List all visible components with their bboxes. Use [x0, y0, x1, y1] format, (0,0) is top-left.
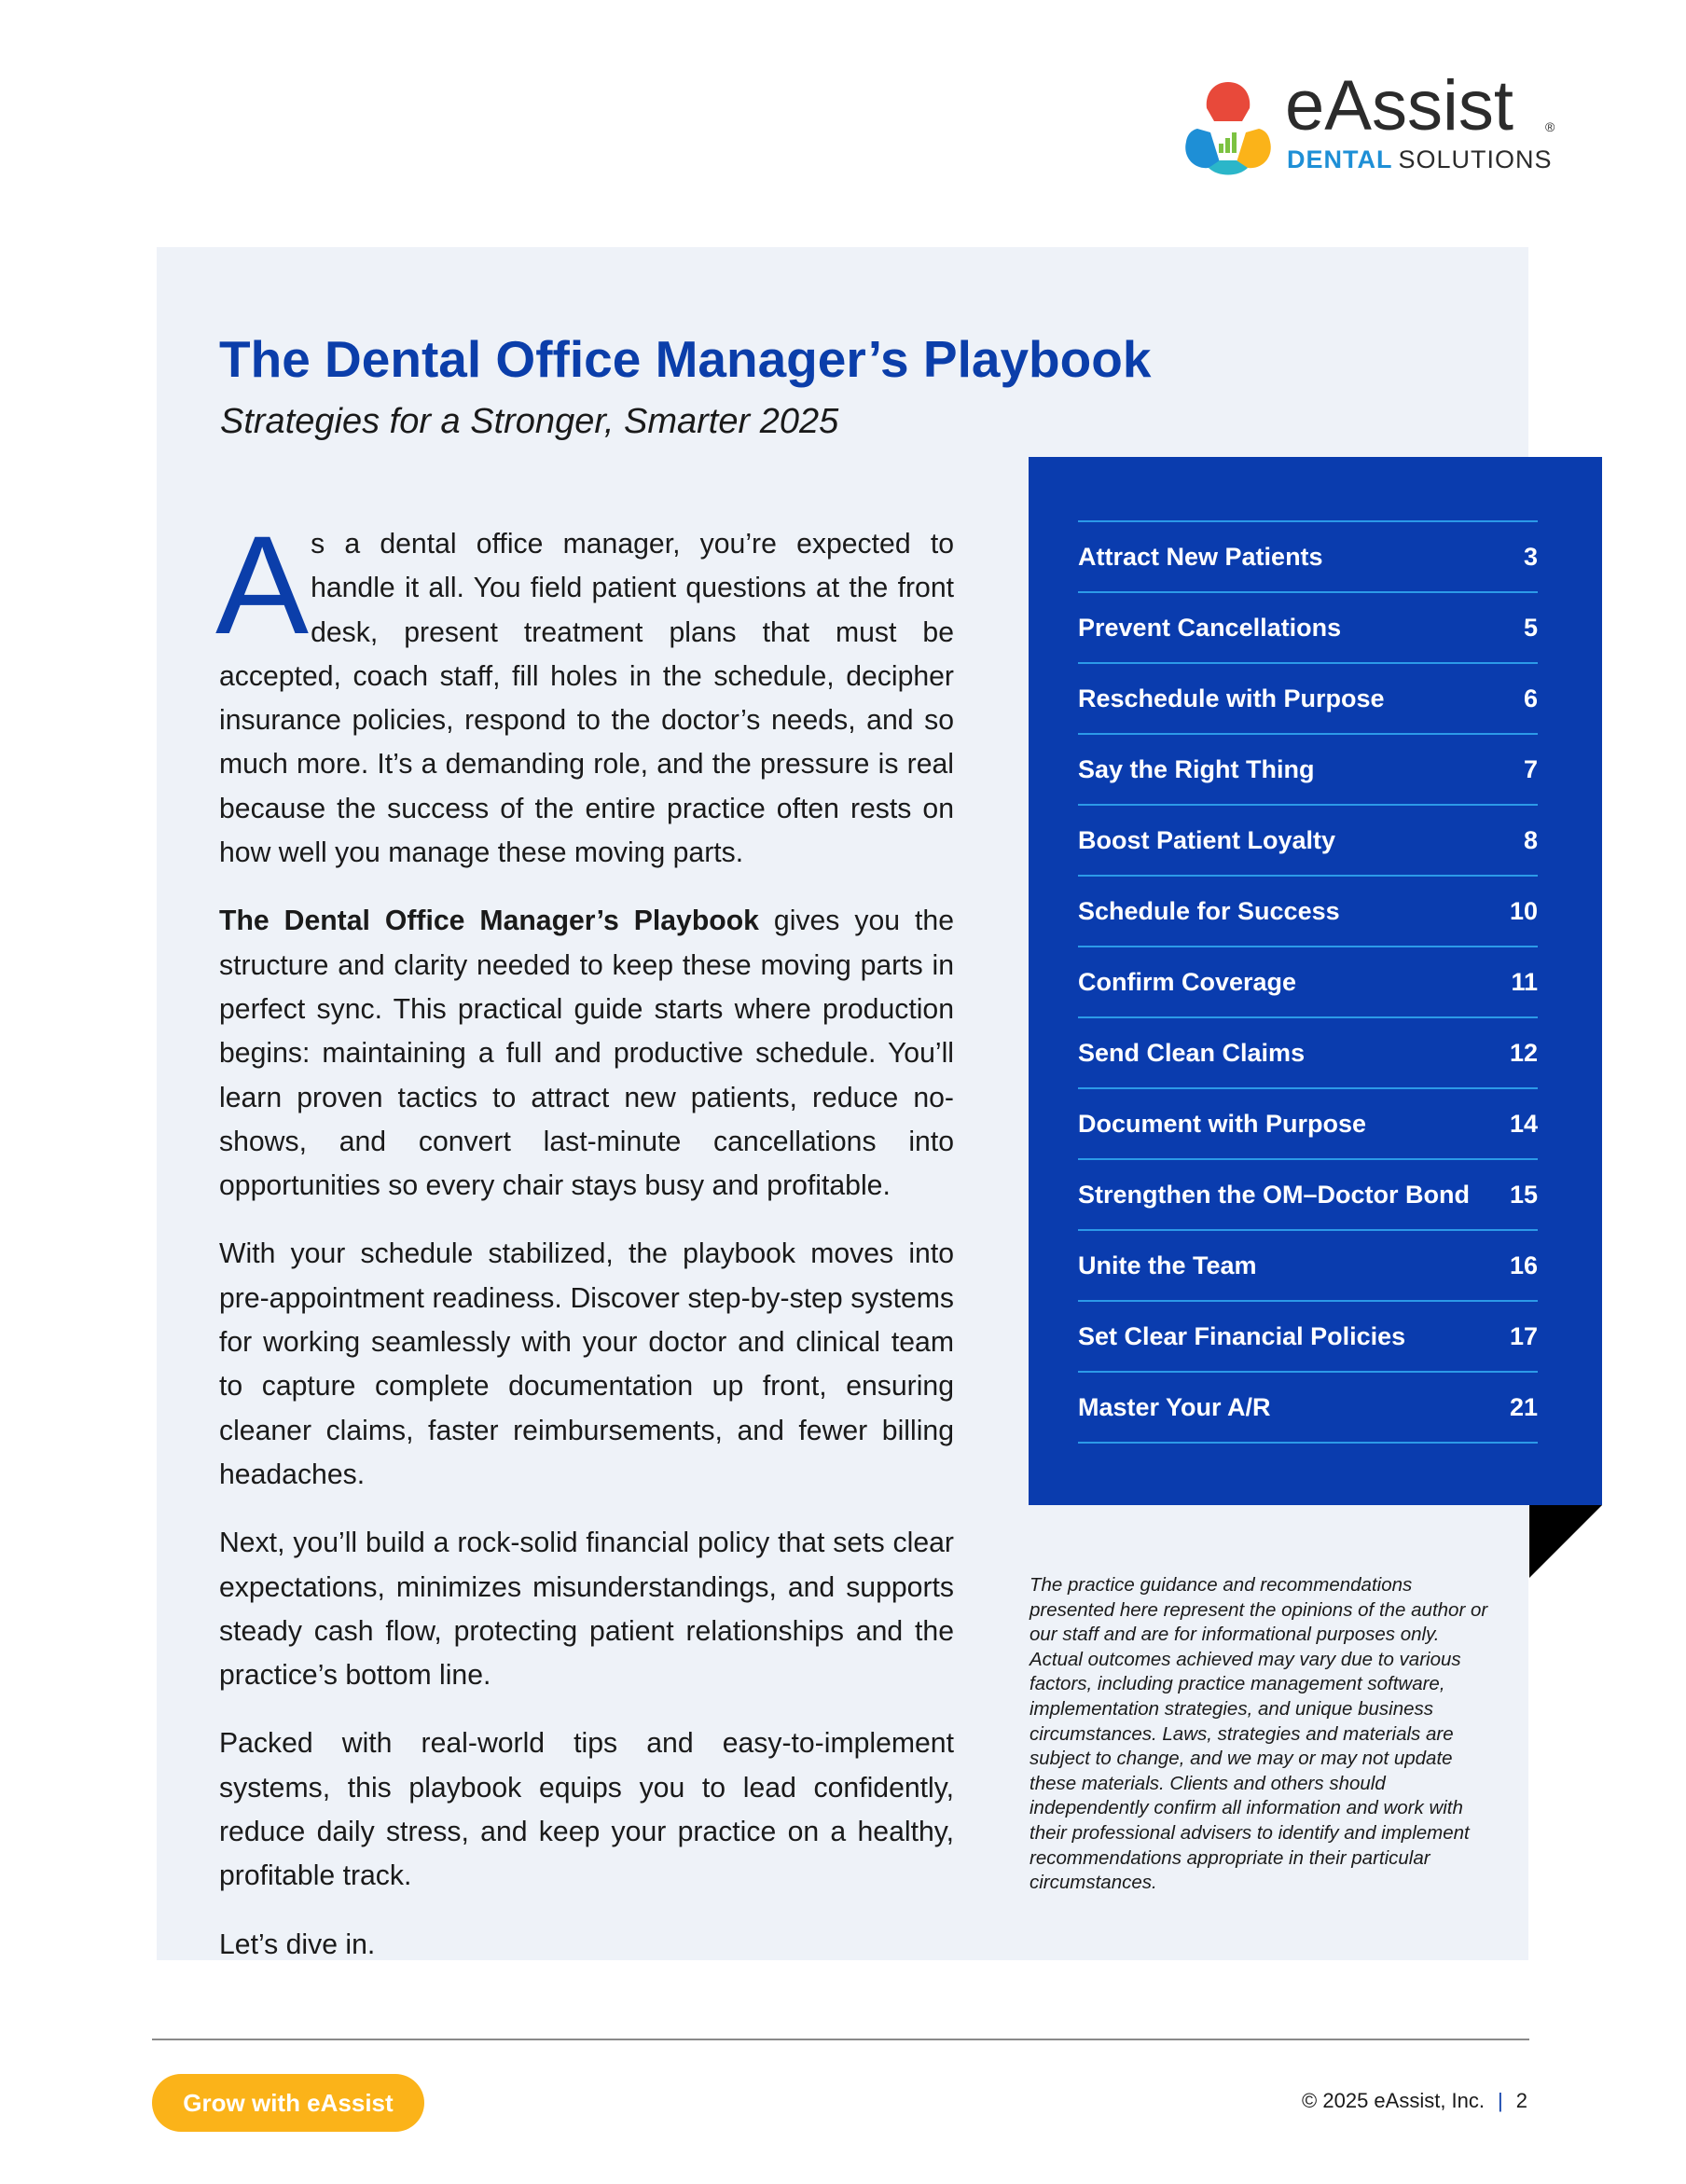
toc-item[interactable] [1078, 1160, 1538, 1231]
intro-paragraph-3: With your schedule stabilized, the playbook moves into pre-appointment readiness. Discover step-by-step systems for working seamlessly with your doctor and clinical team to capture complete documentation up front, ensuring cleaner claims, faster reimbursements, and fewer billing headaches. [219, 1238, 954, 1490]
intro-paragraph-5: Packed with real-world tips and easy-to-implement systems, this playbook equips you to lead confidently, reduce daily stress, and keep your practice on a healthy, profitable track. [219, 1728, 954, 1892]
intro-paragraph-4: Next, you’ll build a rock-solid financial policy that sets clear expectations, minimizes misunderstandings, and supports steady cash flow, protecting patient relationships and the practice’s bottom line. [219, 1527, 954, 1692]
eassist-logo [1177, 66, 1569, 179]
toc-item-page: 15 [1509, 1180, 1538, 1209]
toc-item[interactable] [1078, 664, 1538, 735]
toc-item-page: 21 [1509, 1392, 1538, 1421]
intro-body [215, 506, 954, 1991]
toc-corner-fold-icon [1529, 1505, 1602, 1578]
drop-cap: A [215, 506, 310, 663]
toc-item-label: Attract New Patients [1078, 542, 1323, 571]
disclaimer-text: The practice guidance and recommendations presented here represent the opinions of the author or our staff and are for informational purposes only. Actual outcomes achieved may vary due to various factors, including practice management software, implementation strategies, and unique business circumstances. Laws, strategies and materials are subject to change, and we may or may not update these materials. Clients and others should independently confirm all information and work with their professional advisers to identify and implement recommendations appropriate in their particular circumstances. [1030, 1574, 1488, 1894]
toc-item-label: Send Clean Claims [1078, 1038, 1306, 1067]
toc-item[interactable] [1078, 806, 1538, 877]
toc-item[interactable] [1078, 1231, 1538, 1302]
toc-item[interactable] [1078, 1089, 1538, 1160]
intro-paragraph-6: Let’s dive in. [219, 1928, 376, 1960]
toc-item[interactable] [1078, 947, 1538, 1018]
toc-item-label: Reschedule with Purpose [1078, 684, 1385, 712]
footer-divider [152, 2039, 1529, 2040]
paragraph-2-text: gives you the structure and clarity needed to keep these moving parts in perfect sync. This practical guide starts where production begins: maintaining a full and productive schedule. You’ll learn proven tactics to attract new patients, reduce no-shows, and convert last-minute cancellations into opportunities so every chair stays busy and profitable. [219, 905, 954, 1202]
toc-item-page: 11 [1511, 967, 1538, 996]
page-title: The Dental Office Manager’s Playbook [219, 330, 1152, 388]
logo-sub-dental: DENTAL [1287, 145, 1393, 173]
toc-item-page: 10 [1509, 896, 1538, 925]
toc-item-label: Schedule for Success [1078, 896, 1340, 925]
toc-list [1078, 520, 1538, 1444]
toc-item[interactable] [1078, 522, 1538, 593]
toc-item-page: 17 [1509, 1321, 1538, 1350]
table-of-contents [1029, 457, 1602, 1505]
toc-item-page: 12 [1509, 1038, 1538, 1067]
logo-registered-mark: ® [1545, 119, 1555, 134]
toc-item-page: 5 [1523, 613, 1538, 642]
toc-item-page: 14 [1509, 1109, 1538, 1138]
toc-item-page: 8 [1523, 825, 1538, 854]
toc-item-label: Unite the Team [1078, 1251, 1257, 1279]
toc-item[interactable] [1078, 1018, 1538, 1089]
paragraph-1-text: s a dental office manager, you’re expected to handle it all. You field patient questions at the front desk, present treatment plans that must be accepted, coach staff, fill holes in the schedule, decipher insurance policies, respond to the doctor’s needs, and so much more. It’s a demanding role, and the pressure is real because the success of the entire practice often rests on how well you manage these moving parts. [219, 529, 954, 869]
footer-info [1302, 2089, 1527, 2113]
toc-item-page: 6 [1523, 684, 1538, 712]
page-number: 2 [1515, 2089, 1527, 2112]
intro-paragraph-2 [219, 899, 954, 1208]
playbook-name-bold: The Dental Office Manager’s Playbook [219, 905, 759, 937]
toc-item-label: Master Your A/R [1078, 1392, 1271, 1421]
toc-item-page: 7 [1523, 754, 1538, 783]
toc-item-label: Boost Patient Loyalty [1078, 825, 1336, 854]
grow-with-eassist-button[interactable]: Grow with eAssist [152, 2074, 424, 2132]
toc-item-label: Say the Right Thing [1078, 754, 1315, 783]
toc-item-page: 3 [1523, 542, 1538, 571]
toc-item[interactable] [1078, 877, 1538, 947]
logo-sub-solutions: SOLUTIONS [1398, 145, 1553, 173]
footer-separator: | [1498, 2089, 1503, 2112]
toc-item[interactable] [1078, 735, 1538, 806]
logo-wordmark: eAssist [1285, 66, 1513, 145]
intro-paragraph-1 [215, 506, 954, 875]
toc-item[interactable] [1078, 1302, 1538, 1373]
page-subtitle: Strategies for a Stronger, Smarter 2025 [220, 402, 839, 441]
toc-item[interactable] [1078, 593, 1538, 664]
toc-item-label: Prevent Cancellations [1078, 613, 1342, 642]
toc-item-label: Document with Purpose [1078, 1109, 1367, 1138]
toc-item-label: Strengthen the OM–Doctor Bond [1078, 1180, 1470, 1209]
toc-item-page: 16 [1509, 1251, 1538, 1279]
toc-item-label: Set Clear Financial Policies [1078, 1321, 1406, 1350]
logo-subtitle [1287, 147, 1553, 173]
toc-item-label: Confirm Coverage [1078, 967, 1297, 996]
copyright-text: © 2025 eAssist, Inc. [1302, 2089, 1486, 2112]
eassist-logo-mark-icon [1177, 76, 1279, 179]
toc-item[interactable] [1078, 1373, 1538, 1444]
